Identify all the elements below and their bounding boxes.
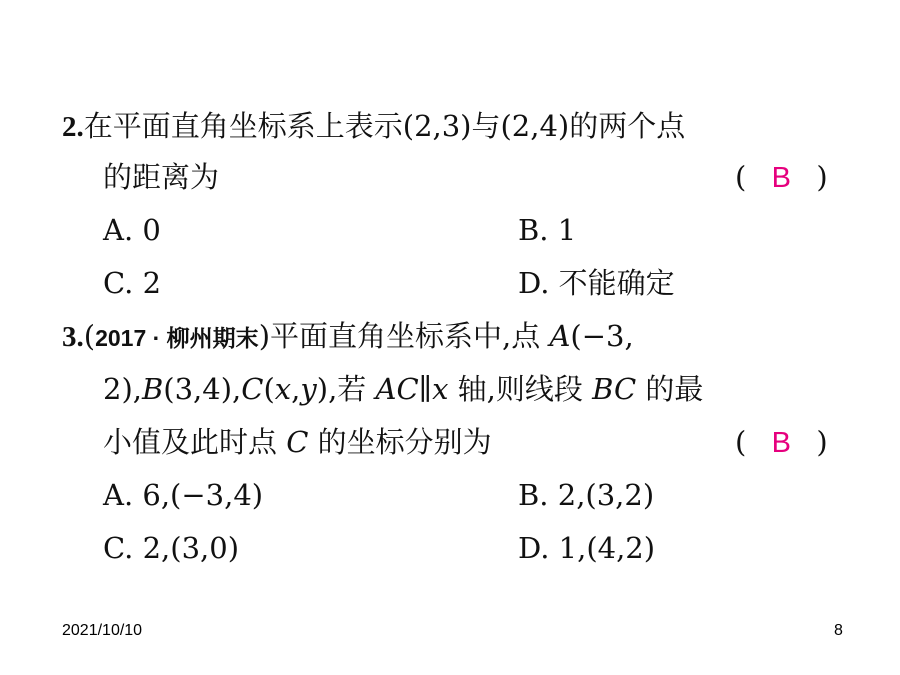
q3-text-2g: 轴,则线段: [448, 372, 593, 406]
q3-text-2d: ,: [291, 372, 301, 406]
q3-var-a: A: [549, 319, 571, 353]
q2-stem-text-1: 在平面直角坐标系上表示(2,3)与(2,4)的两个点: [83, 109, 686, 143]
q3-text-3a: 小值及此时点: [103, 425, 287, 459]
q3-text-2h: 的最: [636, 372, 704, 406]
q2-stem-line2: [103, 157, 219, 197]
q3-var-bc: BC: [592, 372, 637, 406]
q3-stem-line1: [62, 316, 634, 358]
q2-option-a: A. 0: [103, 213, 161, 247]
q3-text-3b: 的坐标分别为: [308, 425, 492, 459]
q3-answer: B: [771, 427, 791, 459]
q3-var-c: C: [241, 372, 264, 406]
q3-text-2c: (: [263, 372, 275, 406]
q2-number: 2.: [62, 111, 84, 143]
footer-date: 2021/10/10: [62, 622, 143, 639]
q3-source: 2017 · 柳州期末: [95, 325, 259, 351]
q3-paren-close: ): [816, 425, 828, 459]
q3-paren-open: (: [735, 425, 747, 459]
q3-option-d: D. 1,(4,2): [518, 531, 656, 565]
q3-option-c: C. 2,(3,0): [103, 531, 240, 565]
q3-var-b: B: [141, 372, 164, 406]
q3-answer-bracket: [735, 422, 828, 463]
q3-var-x-axis: x: [432, 372, 449, 406]
q2-answer: B: [771, 162, 791, 194]
q2-option-c: C. 2: [103, 266, 162, 300]
q2-stem-line1: [62, 106, 685, 147]
q3-stem-line2: [103, 369, 703, 409]
page-number: 8: [834, 622, 843, 639]
q3-source-close: ): [258, 319, 271, 353]
q3-text-1b: (−3,: [570, 319, 634, 353]
q3-source-open: (: [83, 319, 96, 353]
q3-var-x: x: [274, 372, 292, 406]
q3-var-y: y: [300, 372, 317, 406]
q3-option-a: A. 6,(−3,4): [103, 478, 264, 512]
q3-number: 3.: [62, 321, 84, 353]
q2-option-b: B. 1: [518, 213, 577, 247]
q3-text-1a: 平面直角坐标系中,点: [270, 319, 550, 353]
q2-paren-close: ): [816, 160, 828, 194]
q3-option-b: B. 2,(3,2): [518, 478, 655, 512]
q3-var-c2: C: [286, 425, 309, 459]
q3-text-2b: (3,4),: [163, 372, 242, 406]
q3-text-2e: ),若: [316, 372, 376, 406]
q2-paren-open: (: [735, 160, 747, 194]
q3-parallel-symbol: ∥: [418, 372, 433, 406]
q3-var-ac: AC: [375, 372, 419, 406]
q2-option-d: D. 不能确定: [518, 266, 675, 300]
q2-stem-text-2: 的距离为: [103, 160, 220, 194]
q3-stem-line3: [103, 422, 492, 462]
q3-text-2a: 2),: [103, 372, 142, 406]
q2-answer-bracket: [735, 157, 828, 198]
